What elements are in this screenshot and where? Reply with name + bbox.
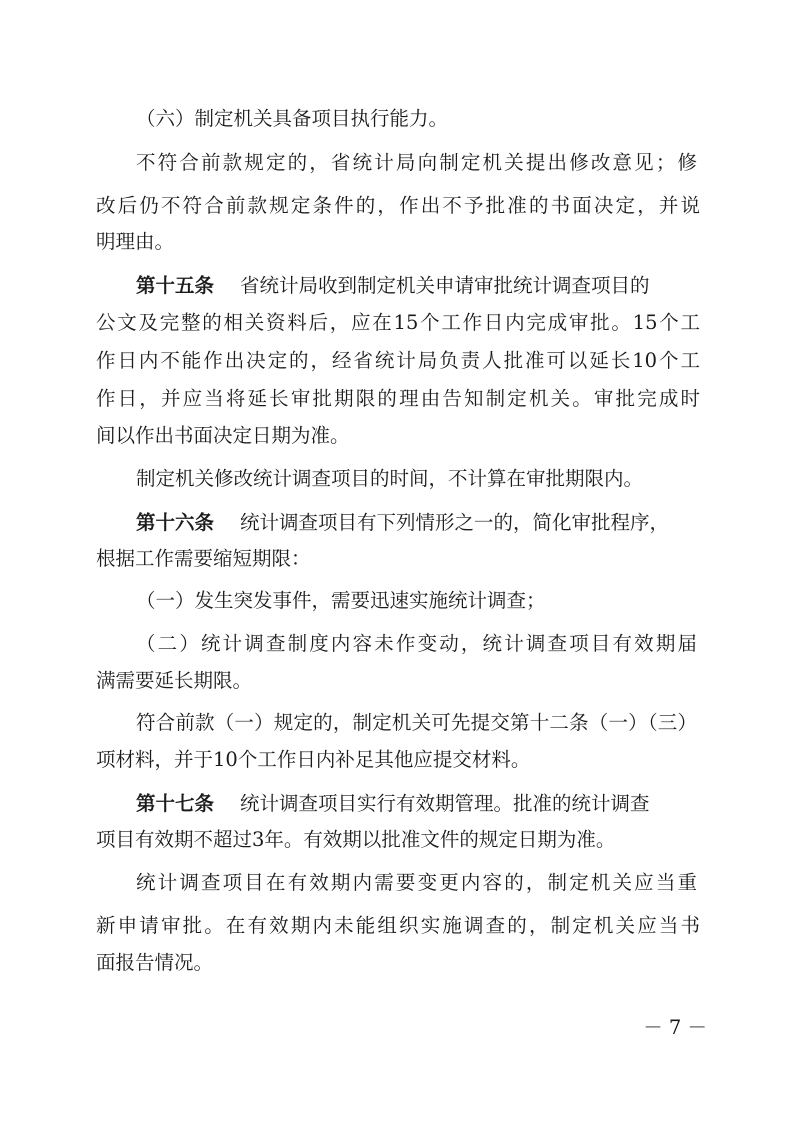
article-heading: 第十六条 [136,511,215,534]
text-line: 作日内不能作出决定的，经省统计局负责人批准可以延长10个工 [96,349,700,372]
article-15 [136,274,700,300]
text-line: 制定机关修改统计调查项目的时间，不计算在审批期限内。 [136,467,644,490]
text-line: （六）制定机关具备项目执行能力。 [136,107,449,130]
text-line: 面报告情况。 [96,951,214,974]
text-line: 根据工作需要缩短期限： [96,547,311,570]
article-heading: 第十七条 [136,792,215,815]
text-line: （二）统计调查制度内容未作变动，统计调查项目有效期届 [136,632,697,655]
text-line: 统计调查项目在有效期内需要变更内容的，制定机关应当重 [136,871,697,894]
article-heading: 第十五条 [136,274,215,297]
article-text: 统计调查项目有下列情形之一的，简化审批程序， [240,511,670,534]
text-line: 符合前款（一）规定的，制定机关可先提交第十二条（一）（三） [136,711,697,734]
text-line: （一）发生突发事件，需要迅速实施统计调查； [136,589,546,612]
text-line: 间以作出书面决定日期为准。 [96,424,350,447]
text-line: 明理由。 [96,230,175,253]
article-17 [136,792,700,818]
text-line: 满需要延长期限。 [96,669,253,692]
text-line: 作日，并应当将延长审批期限的理由告知制定机关。审批完成时 [96,387,700,410]
text-line: 不符合前款规定的，省统计局向制定机关提出修改意见；修 [136,151,697,174]
text-line: 新申请审批。在有效期内未能组织实施调查的，制定机关应当书 [96,914,700,937]
text-line: 改后仍不符合前款规定条件的，作出不予批准的书面决定，并说 [96,194,700,217]
article-text: 省统计局收到制定机关申请审批统计调查项目的 [240,274,650,297]
article-text: 统计调查项目实行有效期管理。批准的统计调查 [240,792,650,815]
text-line: 公文及完整的相关资料后，应在15个工作日内完成审批。15个工 [96,311,700,334]
text-line: 项目有效期不超过3年。有效期以批准文件的规定日期为准。 [96,828,616,851]
page-number: － 7 － [643,1016,707,1039]
article-16 [136,511,700,537]
text-line: 项材料，并于10个工作日内补足其他应提交材料。 [96,748,531,771]
